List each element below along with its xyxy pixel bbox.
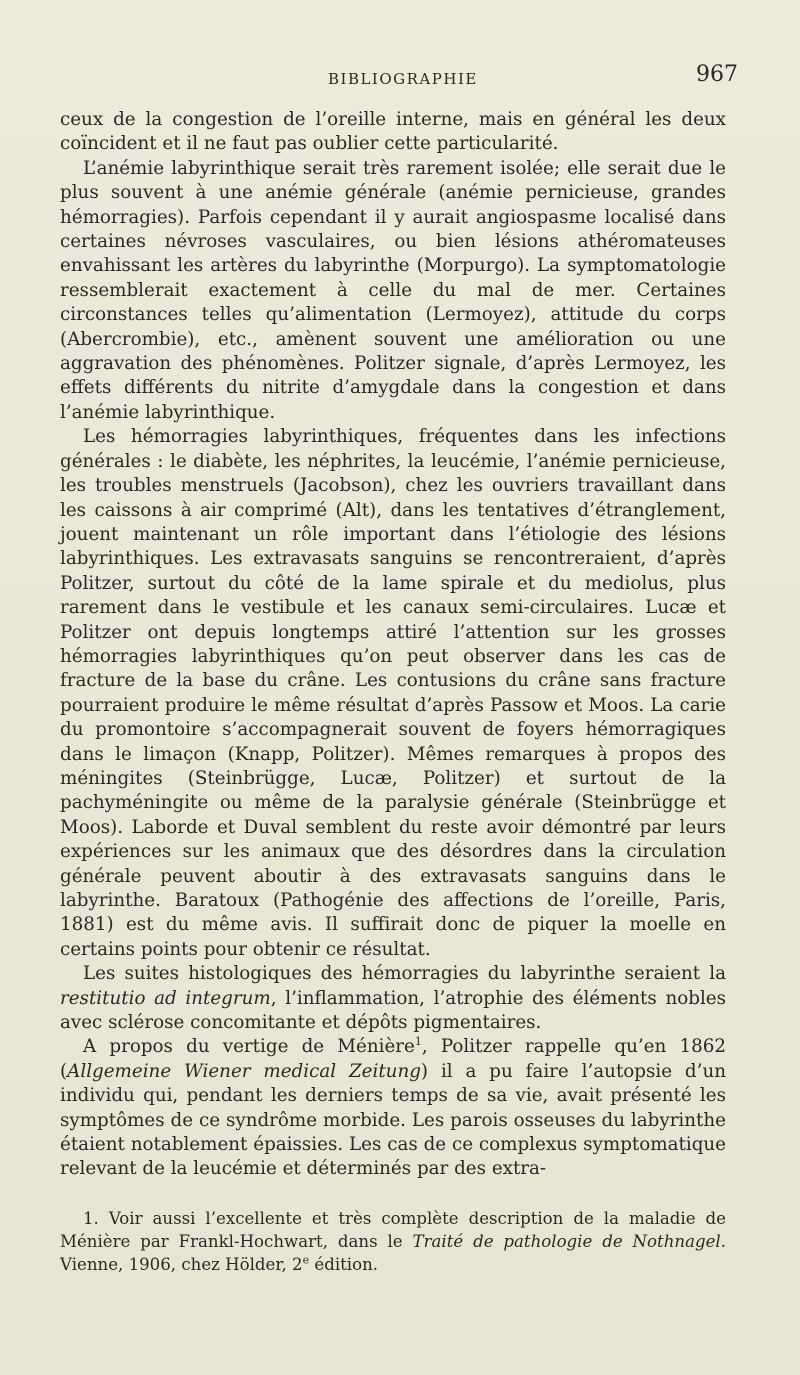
superscript: e — [302, 1253, 310, 1267]
superscript: 1 — [414, 1035, 422, 1049]
text-run: 1. Voir aussi l’excellente et très complète description de la maladie de Ménière par Frankl-Hochwart, dans le — [60, 1209, 726, 1251]
text-run: ) il a pu faire l’autopsie d’un individu qui, pendant les derniers temps de sa vie, avait présenté les symptômes de ce syndrôme morbide. Les parois osseuses du labyrinthe étaient notablement épaissies. Les cas de ce complexus symptomatique relevant de la leucémie et déterminés par des extra- — [60, 1060, 726, 1180]
page-header — [60, 62, 738, 92]
footnotes — [60, 1207, 726, 1276]
footnote — [60, 1207, 726, 1276]
running-head: BIBLIOGRAPHIE — [328, 70, 478, 88]
italic-text: restitutio ad integrum — [60, 987, 271, 1009]
paragraph — [60, 1035, 726, 1181]
italic-text: Allgemeine Wiener medical Zeitung — [67, 1060, 421, 1082]
text-run: , Politzer rappelle qu’en 1862 ( — [60, 1036, 726, 1082]
text-run: Les hémorragies labyrinthiques, fréquentes dans les infections générales : le diabète, les néphrites, la leucémie, l’anémie pernicieuse, les troubles menstruels (Jacobson), chez les ouvriers travaillant dans les caissons à air comprimé (Alt), dans les tentatives d’étranglement, jouent maintenant un rôle important dans l’étiologie des lésions labyrinthiques. Les extravasats sanguins se rencontreraient, d’après Politzer, surtout du côté de la lame spirale et du mediolus, plus rarement dans le vestibule et les canaux semi-circulaires. Lucæ et Politzer ont depuis longtemps attiré l’attention sur les grosses hémorragies labyrinthiques qu’on peut observer dans les cas de fracture de la base du crâne. Les contusions du crâne sans fracture pourraient produire le même résultat d’après Passow et Moos. La carie du promontoire s’accompagnerait souvent de foyers hémorragiques dans le limaçon (Knapp, Politzer). Mêmes remarques à propos des méningites (Steinbrügge, Lucæ, Politzer) et surtout de la pachyméningite ou même de la paralysie générale (Steinbrügge et Moos). Laborde et Duval semblent du reste avoir démontré par leurs expériences sur les animaux que des désordres dans la circulation générale peuvent aboutir à des extravasats sanguins dans le labyrinthe. Baratoux (Pathogénie des affections de l’oreille, Paris, 1881) est du même avis. Il suffirait donc de piquer la moelle en certains points pour obtenir ce résultat. — [60, 426, 726, 960]
italic-text: Traité de pathologie de Nothnagel — [412, 1232, 721, 1251]
page-number: 967 — [696, 62, 738, 87]
paragraph — [60, 962, 726, 1035]
text-run: L’anémie labyrinthique serait très rarement isolée; elle serait due le plus souvent à une anémie générale (anémie pernicieuse, grandes hémorragies). Parfois cependant il y aurait angiospasme localisé dans certaines névroses vasculaires, ou bien lésions athéromateuses envahissant les artères du labyrinthe (Morpurgo). La symptomatologie ressemblerait exactement à celle du mal de mer. Certaines circonstances telles qu’alimentation (Lermoyez), attitude du corps (Abercrombie), etc., amènent souvent une amélioration ou une aggravation des phénomènes. Politzer signale, d’après Lermoyez, les effets différents du nitrite d’amygdale dans la congestion et dans l’anémie labyrinthique. — [60, 157, 726, 423]
paragraph — [60, 108, 726, 157]
text-run: édition. — [309, 1255, 379, 1274]
text-run: ceux de la congestion de l’oreille interne, mais en général les deux coïncident et il ne faut pas oublier cette particularité. — [60, 109, 726, 155]
body-text — [60, 108, 726, 1182]
paragraph — [60, 157, 726, 425]
text-run: , l’inflammation, l’atrophie des éléments nobles avec sclérose concomitante et dépôts pigmentaires. — [60, 987, 726, 1034]
text-run: A propos du vertige de Ménière — [83, 1036, 415, 1058]
text-run: . Vienne, 1906, chez Hölder, 2 — [60, 1232, 726, 1274]
text-run: Les suites histologiques des hémorragies du labyrinthe seraient la — [83, 963, 726, 985]
paragraph — [60, 425, 726, 962]
